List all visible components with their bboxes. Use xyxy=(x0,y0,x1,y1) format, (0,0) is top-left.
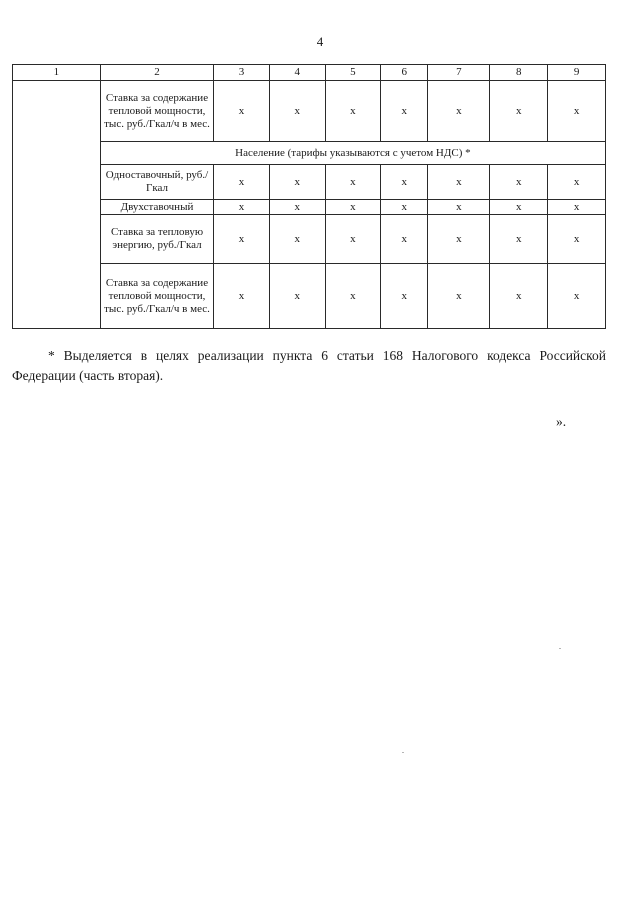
table-cell: х xyxy=(490,264,548,329)
section-heading: Население (тарифы указываются с учетом НДС) * xyxy=(100,142,605,165)
table-cell: х xyxy=(428,200,490,215)
table-section-row xyxy=(13,142,606,165)
closing-quote: ». xyxy=(556,414,567,429)
table-row xyxy=(13,200,606,215)
table-cell: х xyxy=(325,165,381,200)
row-label: Одноставочный, руб./Гкал xyxy=(100,165,213,200)
row-label: Ставка за содержание тепловой мощности, тыс. руб./Гкал/ч в мес. xyxy=(100,264,213,329)
table-cell: х xyxy=(381,165,428,200)
table-cell: х xyxy=(269,165,325,200)
group-cell xyxy=(13,81,101,329)
column-header: 6 xyxy=(381,65,428,81)
row-label: Ставка за тепловую энергию, руб./Гкал xyxy=(100,215,213,264)
column-header: 9 xyxy=(548,65,606,81)
scan-speck xyxy=(402,752,404,753)
table-cell: х xyxy=(428,165,490,200)
table-row xyxy=(13,215,606,264)
table-cell: х xyxy=(548,200,606,215)
scan-speck xyxy=(559,648,561,649)
table-cell: х xyxy=(269,200,325,215)
table-cell: х xyxy=(381,264,428,329)
column-header: 8 xyxy=(490,65,548,81)
table-cell: х xyxy=(381,81,428,142)
table-row xyxy=(13,165,606,200)
table-cell: х xyxy=(490,215,548,264)
row-label: Двухставочный xyxy=(100,200,213,215)
table-header-row xyxy=(13,65,606,81)
footnote: * Выделяется в целях реализации пункта 6 статьи 168 Налогового кодекса Российской Федерации (часть вторая). xyxy=(12,348,606,383)
table-row xyxy=(13,264,606,329)
column-header: 5 xyxy=(325,65,381,81)
tariff-table xyxy=(12,64,606,329)
table-cell: х xyxy=(325,215,381,264)
table-cell: х xyxy=(214,215,270,264)
page-number: 4 xyxy=(316,34,324,49)
column-header: 2 xyxy=(100,65,213,81)
table-cell: х xyxy=(214,200,270,215)
table-cell: х xyxy=(548,81,606,142)
table-cell: х xyxy=(548,264,606,329)
table-cell: х xyxy=(214,264,270,329)
table-cell: х xyxy=(428,215,490,264)
table-cell: х xyxy=(428,81,490,142)
row-label: Ставка за содержание тепловой мощности, тыс. руб./Гкал/ч в мес. xyxy=(100,81,213,142)
table-cell: х xyxy=(490,165,548,200)
table-cell: х xyxy=(269,215,325,264)
table-cell: х xyxy=(381,215,428,264)
column-header: 4 xyxy=(269,65,325,81)
table-cell: х xyxy=(325,200,381,215)
column-header: 1 xyxy=(13,65,101,81)
table-cell: х xyxy=(381,200,428,215)
table-cell: х xyxy=(325,264,381,329)
column-header: 3 xyxy=(214,65,270,81)
table-cell: х xyxy=(325,81,381,142)
table-cell: х xyxy=(548,165,606,200)
table-cell: х xyxy=(214,165,270,200)
table-cell: х xyxy=(269,81,325,142)
table-cell: х xyxy=(428,264,490,329)
table-cell: х xyxy=(490,81,548,142)
table-cell: х xyxy=(214,81,270,142)
table-cell: х xyxy=(269,264,325,329)
table-cell: х xyxy=(548,215,606,264)
column-header: 7 xyxy=(428,65,490,81)
table-cell: х xyxy=(490,200,548,215)
table-row xyxy=(13,81,606,142)
